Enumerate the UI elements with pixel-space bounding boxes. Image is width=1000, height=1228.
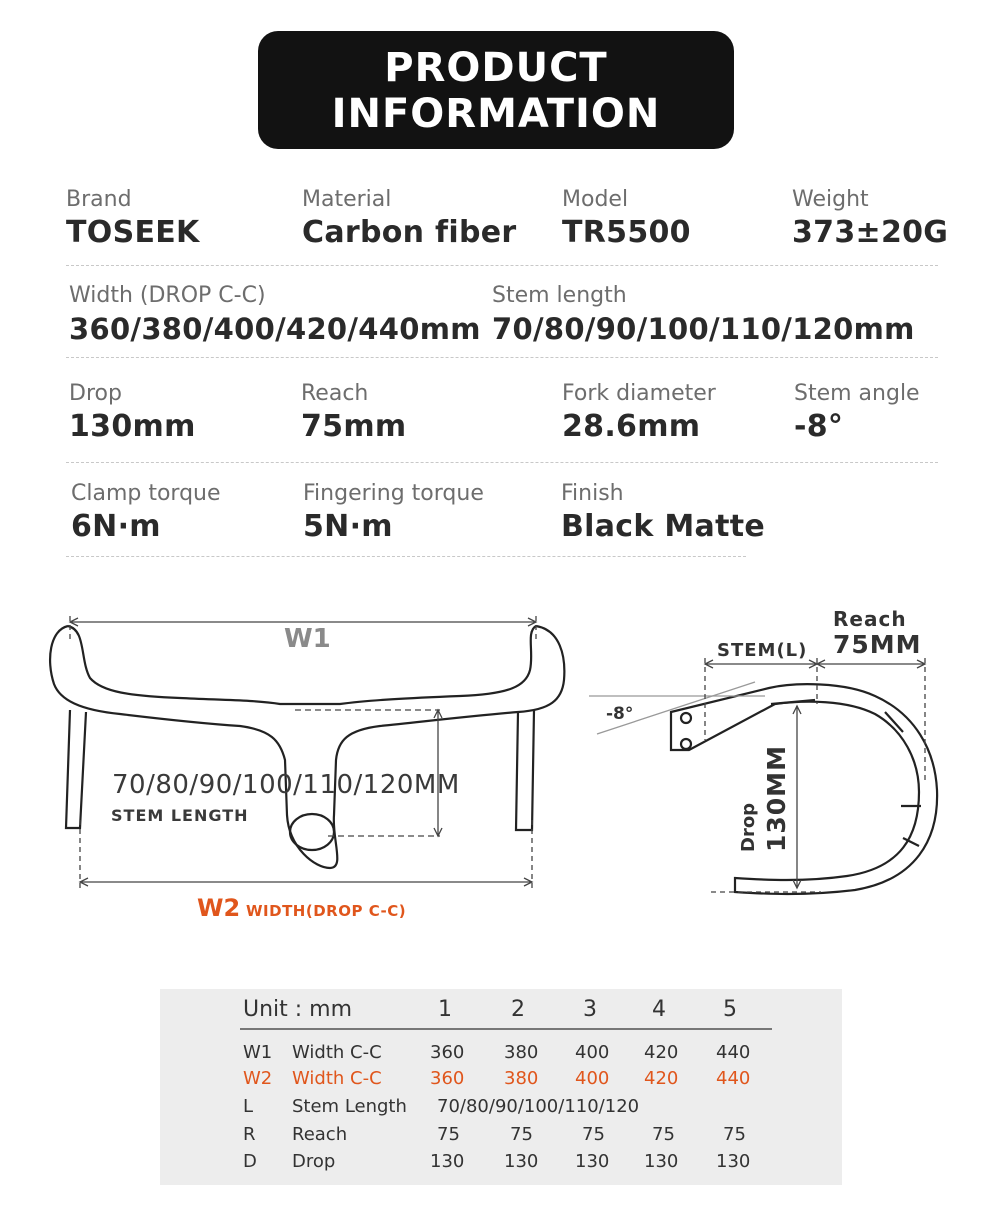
spec-label: Stem angle — [794, 381, 920, 406]
spec-label: Material — [302, 187, 392, 212]
spec-value: Carbon fiber — [302, 215, 517, 250]
w2-label: W2 — [197, 894, 241, 922]
drop-label: Drop — [738, 802, 759, 852]
table-cell: 380 — [504, 1042, 539, 1063]
reach-value: 75MM — [833, 630, 922, 659]
table-cell: Width C-C — [292, 1068, 382, 1089]
spec-label: Reach — [301, 381, 369, 406]
spec-model — [562, 186, 691, 252]
column-header: 2 — [511, 997, 525, 1022]
spec-value: 6N·m — [71, 509, 161, 544]
spec-label: Brand — [66, 187, 132, 212]
spec-material — [302, 186, 517, 252]
table-cell: 130 — [644, 1151, 679, 1172]
spec-value: -8° — [794, 409, 844, 444]
stem-angle-label: -8° — [606, 704, 634, 724]
divider — [66, 265, 938, 266]
spec-stem-angle — [794, 380, 920, 446]
spec-clamp-torque — [71, 480, 221, 546]
spec-value: 75mm — [301, 409, 407, 444]
spec-value: 70/80/90/100/110/120mm — [492, 312, 915, 346]
spec-value: 5N·m — [303, 509, 393, 544]
stem-length-caption: STEM LENGTH — [111, 806, 249, 825]
table-cell: 75 — [652, 1124, 675, 1145]
spec-value: 28.6mm — [562, 409, 701, 444]
table-cell: D — [243, 1151, 257, 1172]
spec-label: Fork diameter — [562, 381, 716, 406]
spec-label: Clamp torque — [71, 481, 221, 506]
spec-finish — [561, 480, 765, 546]
w2-caption: WIDTH(DROP C-C) — [246, 902, 407, 920]
spec-value: TR5500 — [562, 215, 691, 250]
table-cell: W2 — [243, 1068, 273, 1089]
title-line-2: INFORMATION — [331, 91, 661, 137]
table-cell: 400 — [575, 1068, 610, 1089]
spec-value: TOSEEK — [66, 215, 200, 250]
spec-stem-length — [492, 282, 915, 348]
divider — [66, 556, 746, 557]
divider — [66, 357, 938, 358]
spec-drop — [69, 380, 196, 446]
column-header: 1 — [438, 997, 452, 1022]
spec-reach — [301, 380, 406, 446]
table-cell: Width C-C — [292, 1042, 382, 1063]
table-cell: 130 — [716, 1151, 751, 1172]
table-cell: 360 — [430, 1042, 465, 1063]
spec-brand — [66, 186, 200, 252]
table-cell: 75 — [510, 1124, 533, 1145]
spec-value: 373±20G — [792, 215, 949, 250]
table-cell: 380 — [504, 1068, 539, 1089]
column-header: 4 — [652, 997, 666, 1022]
spec-label: Fingering torque — [303, 481, 484, 506]
table-cell: L — [243, 1096, 254, 1117]
spec-width — [69, 282, 481, 348]
table-cell: R — [243, 1124, 256, 1145]
table-cell: 420 — [644, 1042, 679, 1063]
column-header: 5 — [723, 997, 737, 1022]
table-cell: W1 — [243, 1042, 273, 1063]
table-cell: 75 — [437, 1124, 460, 1145]
stem-length-values: 70/80/90/100/110/120MM — [112, 770, 460, 800]
spec-label: Model — [562, 187, 629, 212]
spec-label: Width (DROP C-C) — [69, 283, 266, 308]
spec-value: Black Matte — [561, 509, 765, 544]
spec-fork-diameter — [562, 380, 716, 446]
table-cell: 130 — [430, 1151, 465, 1172]
table-cell: 70/80/90/100/110/120 — [437, 1096, 640, 1117]
spec-value: 360/380/400/420/440mm — [69, 312, 481, 346]
title-line-1: PRODUCT — [384, 45, 608, 91]
unit-label: Unit : mm — [243, 997, 353, 1022]
divider — [66, 462, 938, 463]
table-cell: 400 — [575, 1042, 610, 1063]
reach-label: Reach — [833, 607, 907, 631]
spec-weight — [792, 186, 948, 252]
table-cell: 75 — [582, 1124, 605, 1145]
title-banner — [258, 31, 734, 149]
stem-l-label: STEM(L) — [717, 640, 808, 661]
table-cell: 130 — [575, 1151, 610, 1172]
spec-fingering-torque — [303, 480, 484, 546]
spec-label: Weight — [792, 187, 869, 212]
column-header: 3 — [583, 997, 597, 1022]
spec-value: 130mm — [69, 409, 196, 444]
table-cell: Drop — [292, 1151, 336, 1172]
w1-label: W1 — [284, 624, 331, 654]
table-cell: 75 — [723, 1124, 746, 1145]
table-cell: Reach — [292, 1124, 348, 1145]
table-header-rule — [240, 1028, 772, 1030]
table-cell: 440 — [716, 1068, 751, 1089]
drop-value: 130MM — [762, 745, 791, 852]
table-cell: 440 — [716, 1042, 751, 1063]
table-cell: 130 — [504, 1151, 539, 1172]
table-cell: Stem Length — [292, 1096, 407, 1117]
spec-label: Finish — [561, 481, 624, 506]
table-cell: 420 — [644, 1068, 679, 1089]
spec-label: Stem length — [492, 283, 627, 308]
table-cell: 360 — [430, 1068, 465, 1089]
spec-label: Drop — [69, 381, 122, 406]
